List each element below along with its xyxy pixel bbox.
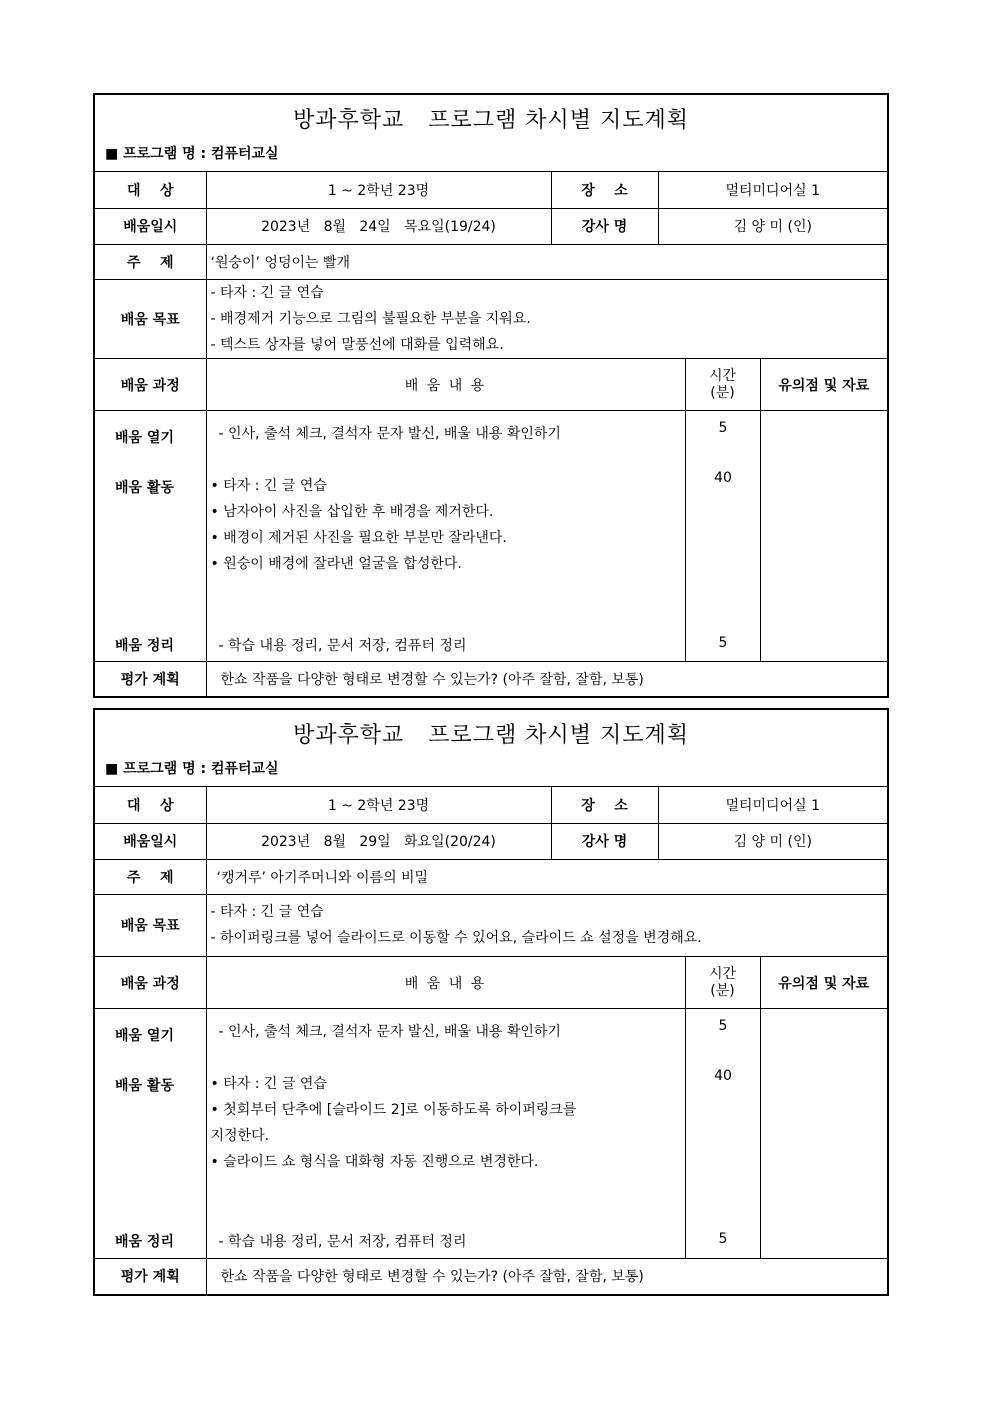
target-value: 1 ~ 2학년 23명 — [206, 787, 551, 823]
plan-table — [95, 172, 887, 358]
goal-list — [206, 894, 887, 956]
plan-header — [95, 710, 887, 787]
process-times — [685, 1009, 760, 1259]
process-table — [95, 358, 887, 697]
open-time: 5 — [718, 1018, 728, 1034]
program-name: ■ 프로그램 명 : 컴퓨터교실 — [105, 761, 279, 777]
eval-value: 한쇼 작품을 다양한 형태로 변경할 수 있는가? (아주 잘함, 잘함, 보통) — [206, 1259, 887, 1294]
topic-label: 주 제 — [95, 859, 206, 894]
process-header: 배움 과정 — [95, 957, 206, 1009]
target-label: 대 상 — [95, 172, 206, 208]
teacher-value: 김 양 미 (인) — [658, 823, 887, 859]
program-name: ■ 프로그램 명 : 컴퓨터교실 — [105, 146, 279, 162]
activity-time: 40 — [714, 1068, 732, 1084]
goal-item: - 타자 : 긴 글 연습 — [210, 904, 324, 921]
eval-value: 한쇼 작품을 다양한 형태로 변경할 수 있는가? (아주 잘함, 잘함, 보통) — [206, 662, 887, 697]
plan-title: 방과후학교 프로그램 차시별 지도계획 — [293, 723, 689, 748]
close-content: - 학습 내용 정리, 문서 저장, 컴퓨터 정리 — [218, 638, 467, 654]
goal-item: - 배경제거 기능으로 그림의 불필요한 부분을 지워요. — [210, 310, 531, 327]
place-label: 장 소 — [551, 787, 658, 823]
close-time: 5 — [718, 635, 728, 651]
target-label: 대 상 — [95, 787, 206, 823]
plan-table — [95, 787, 887, 956]
date-value: 2023년 8월 24일 목요일(19/24) — [206, 208, 551, 244]
open-label: 배움 열기 — [115, 430, 174, 446]
place-value: 멀티미디어실 1 — [658, 172, 887, 208]
plan-header — [95, 95, 887, 172]
place-value: 멀티미디어실 1 — [658, 787, 887, 823]
activity-list — [211, 473, 507, 577]
eval-label: 평가 계획 — [95, 662, 206, 697]
process-table — [95, 956, 887, 1294]
time-header: 시간 (분) — [685, 359, 760, 411]
content-header: 배 움 내 용 — [206, 359, 685, 411]
goal-item: - 텍스트 상자를 넣어 말풍선에 대화를 입력해요. — [210, 336, 504, 353]
activity-item: • 원숭이 배경에 잘라낸 얼굴을 합성한다. — [210, 556, 462, 572]
goal-item: - 하이퍼링크를 넣어 슬라이드로 이동할 수 있어요, 슬라이드 쇼 설정을 변경해요. — [210, 930, 702, 947]
open-content: - 인사, 출석 체크, 결석자 문자 발신, 배울 내용 확인하기 — [218, 1024, 561, 1040]
teacher-value: 김 양 미 (인) — [658, 208, 887, 244]
activity-list — [211, 1071, 577, 1175]
content-header: 배 움 내 용 — [206, 957, 685, 1009]
open-time: 5 — [718, 420, 728, 436]
teacher-label: 강사 명 — [551, 208, 658, 244]
activity-item: • 남자아이 사진을 삽입한 후 배경을 제거한다. — [210, 504, 494, 520]
activity-item: • 타자 : 긴 글 연습 — [210, 1076, 327, 1092]
place-label: 장 소 — [551, 172, 658, 208]
goal-item: - 타자 : 긴 글 연습 — [210, 284, 324, 301]
process-header: 배움 과정 — [95, 359, 206, 411]
date-label: 배움일시 — [95, 208, 206, 244]
notes-header: 유의점 및 자료 — [760, 359, 887, 411]
activity-item: • 타자 : 긴 글 연습 — [210, 478, 327, 494]
activity-item: • 첫회부터 단추에 [슬라이드 2]로 이동하도록 하이퍼링크를 — [210, 1102, 577, 1118]
activity-item: 지정한다. — [210, 1128, 270, 1144]
goal-list — [206, 279, 887, 358]
lesson-plan-2 — [93, 708, 889, 1296]
notes-header: 유의점 및 자료 — [760, 957, 887, 1009]
close-content: - 학습 내용 정리, 문서 저장, 컴퓨터 정리 — [218, 1234, 467, 1250]
notes-cell — [760, 1009, 887, 1259]
close-label: 배움 정리 — [115, 1234, 174, 1250]
date-value: 2023년 8월 29일 화요일(20/24) — [206, 823, 551, 859]
goal-label: 배움 목표 — [95, 279, 206, 358]
eval-label: 평가 계획 — [95, 1259, 206, 1294]
activity-item: • 슬라이드 쇼 형식을 대화형 자동 진행으로 변경한다. — [210, 1154, 539, 1170]
date-label: 배움일시 — [95, 823, 206, 859]
open-content: - 인사, 출석 체크, 결석자 문자 발신, 배울 내용 확인하기 — [218, 426, 561, 442]
goal-label: 배움 목표 — [95, 894, 206, 956]
open-label: 배움 열기 — [115, 1028, 174, 1044]
process-times — [685, 411, 760, 662]
process-labels — [95, 1009, 206, 1259]
process-contents — [206, 1009, 685, 1259]
topic-value: ‘캥거루’ 아기주머니와 이름의 비밀 — [206, 859, 887, 894]
close-label: 배움 정리 — [115, 638, 174, 654]
process-contents — [206, 411, 685, 662]
target-value: 1 ~ 2학년 23명 — [206, 172, 551, 208]
topic-label: 주 제 — [95, 244, 206, 279]
activity-time: 40 — [714, 470, 732, 486]
teacher-label: 강사 명 — [551, 823, 658, 859]
lesson-plan-1 — [93, 93, 889, 698]
plan-title: 방과후학교 프로그램 차시별 지도계획 — [293, 108, 689, 133]
time-header: 시간 (분) — [685, 957, 760, 1009]
activity-label: 배움 활동 — [115, 480, 174, 496]
close-time: 5 — [718, 1231, 728, 1247]
topic-value: ‘원숭이’ 엉덩이는 빨개 — [206, 244, 887, 279]
notes-cell — [760, 411, 887, 662]
activity-item: • 배경이 제거된 사진을 필요한 부분만 잘라낸다. — [210, 530, 507, 546]
process-labels — [95, 411, 206, 662]
activity-label: 배움 활동 — [115, 1078, 174, 1094]
